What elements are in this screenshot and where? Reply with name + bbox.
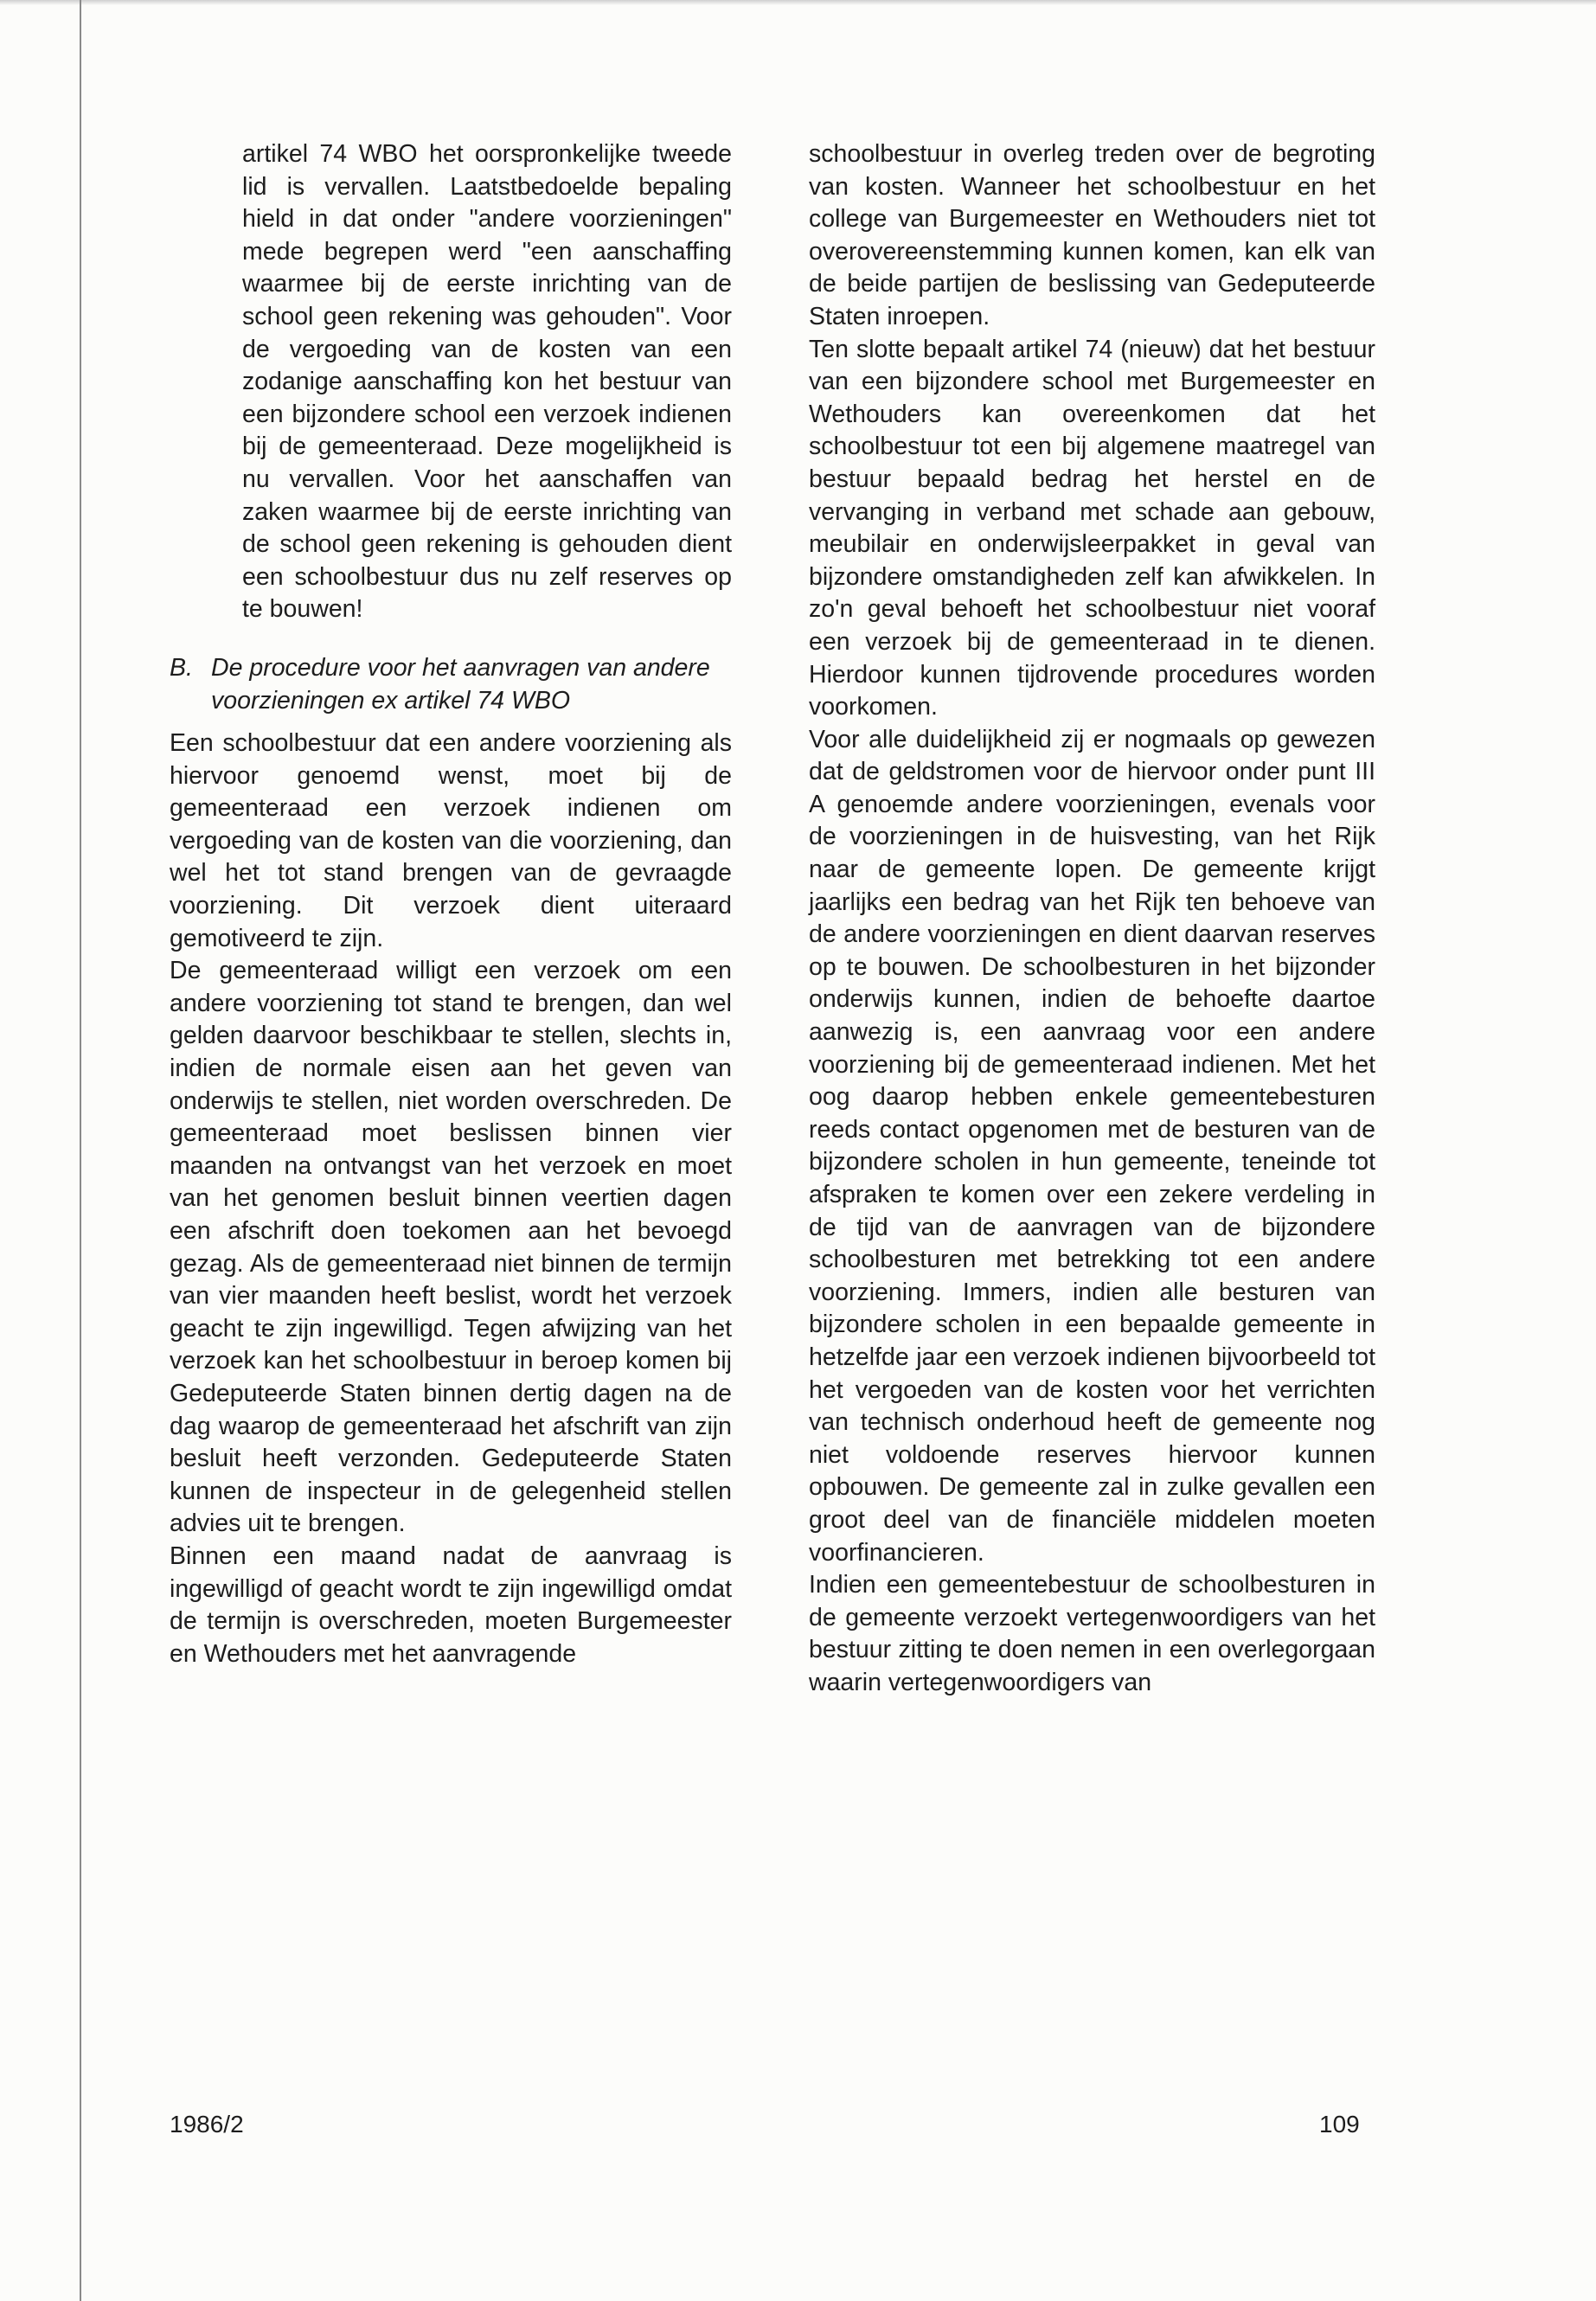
paragraph: Ten slotte bepaalt artikel 74 (nieuw) dat het bestuur van een bijzondere school met Burgemeester en Wethouders kan overeenkomen dat het schoolbestuur tot een bij algemene maatregel van bestuur bepaald bedrag het herstel en de vervanging in verband met schade aan gebouw, meubilair en onderwijsleerpakket in geval van bijzondere omstandigheden zelf kan afwikkelen. In zo'n geval behoeft het schoolbestuur niet vooraf een verzoek bij de gemeenteraad in te dienen. Hierdoor kunnen tijdrovende procedures worden voorkomen. xyxy=(809,335,1375,721)
paragraph: Binnen een maand nadat de aanvraag is ingewilligd of geacht wordt te zijn ingewilligd omdat de termijn is overschreden, moeten Burgemeester en Wethouders met het aanvragende xyxy=(170,1541,732,1668)
scan-top-edge xyxy=(0,0,1596,5)
section-title: De procedure voor het aanvragen van andere voorzieningen ex artikel 74 WBO xyxy=(211,653,710,715)
left-column xyxy=(170,138,732,1670)
issue-number: 1986/2 xyxy=(170,2111,244,2138)
paragraph: Een schoolbestuur dat een andere voorziening als hiervoor genoemd wenst, moet bij de gemeenteraad een verzoek indienen om vergoeding van de kosten van die voorziening, dan wel het tot stand brengen van de gevraagde voorziening. Dit verzoek dient uiteraard gemotiveerd te zijn. xyxy=(170,729,732,952)
paragraph: De gemeenteraad willigt een verzoek om een andere voorziening tot stand te brengen, dan wel gelden daarvoor beschikbaar te stellen, slechts in, indien de normale eisen aan het geven van onderwijs te stellen, niet worden overschreden. De gemeenteraad moet beslissen binnen vier maanden na ontvangst van het verzoek en moet van het genomen besluit binnen veertien dagen een afschrift doen toekomen aan het bevoegd gezag. Als de gemeenteraad niet binnen de termijn van vier maanden heeft beslist, wordt het verzoek geacht te zijn ingewilligd. Tegen afwijzing van het verzoek kan het schoolbestuur in beroep komen bij Gedeputeerde Staten binnen dertig dagen na de dag waarop de gemeenteraad het afschrift van zijn besluit heeft verzonden. Gedeputeerde Staten kunnen de inspecteur in de gelegenheid stellen advies uit te brengen. xyxy=(170,957,732,1538)
section-heading xyxy=(170,652,732,717)
paragraph: schoolbestuur in overleg treden over de begroting van kosten. Wanneer het schoolbestuur en het college van Burgemeester en Wethouders niet tot overovereenstemming kunnen komen, kan elk van de beide partijen de beslissing van Gedeputeerde Staten inroepen. xyxy=(809,140,1375,330)
paragraph: Indien een gemeentebestuur de schoolbesturen in de gemeente verzoekt vertegenwoordigers van het bestuur zitting te doen nemen in een overlegorgaan waarin vertegenwoordigers van xyxy=(809,1571,1375,1696)
paragraph: Voor alle duidelijkheid zij er nogmaals op gewezen dat de geldstromen voor de hiervoor onder punt III A genoemde andere voorzieningen, evenals voor de voorzieningen in de huisvesting, van het Rijk naar de gemeente lopen. De gemeente krijgt jaarlijks een bedrag van het Rijk ten behoeve van de andere voorzieningen en dient daarvan reserves op te bouwen. De schoolbesturen in het bijzonder onderwijs kunnen, indien de behoefte daartoe aanwezig is, een aanvraag voor een andere voorziening bij de gemeenteraad indienen. Met het oog daarop hebben enkele gemeentebesturen reeds contact opgenomen met de besturen van de bijzondere scholen in hun gemeente, teneinde tot afspraken te komen over een zekere verdeling in de tijd van de aanvragen van de bijzondere schoolbesturen met betrekking tot een andere voorziening. Immers, indien alle besturen van bijzondere scholen in een bepaalde gemeente in hetzelfde jaar een verzoek indienen bijvoorbeeld tot het vergoeden van de kosten voor het verrichten van technisch onderhoud heeft de gemeente nog niet voldoende reserves hiervoor kunnen opbouwen. De gemeente zal in zulke gevallen een groot deel van de financiële middelen moeten voorfinancieren. xyxy=(809,725,1375,1567)
right-column xyxy=(809,138,1375,1700)
section-letter: B. xyxy=(170,653,193,682)
page-number: 109 xyxy=(1319,2111,1360,2138)
intro-paragraph: artikel 74 WBO het oorspronkelijke tweede lid is vervallen. Laatstbedoelde bepaling hield in dat onder "andere voorzieningen" mede begrepen werd "een aanschaffing waarmee bij de eerste inrichting van de school geen rekening was gehouden". Voor de vergoeding van de kosten van een zodanige aanschaffing kon het bestuur van een bijzondere school een verzoek indienen bij de gemeenteraad. Deze mogelijkheid is nu vervallen. Voor het aanschaffen van zaken waarmee bij de eerste inrichting van de school geen rekening is gehouden dient een schoolbestuur dus nu zelf reserves op te bouwen! xyxy=(242,140,732,624)
scan-left-edge xyxy=(80,0,81,2301)
